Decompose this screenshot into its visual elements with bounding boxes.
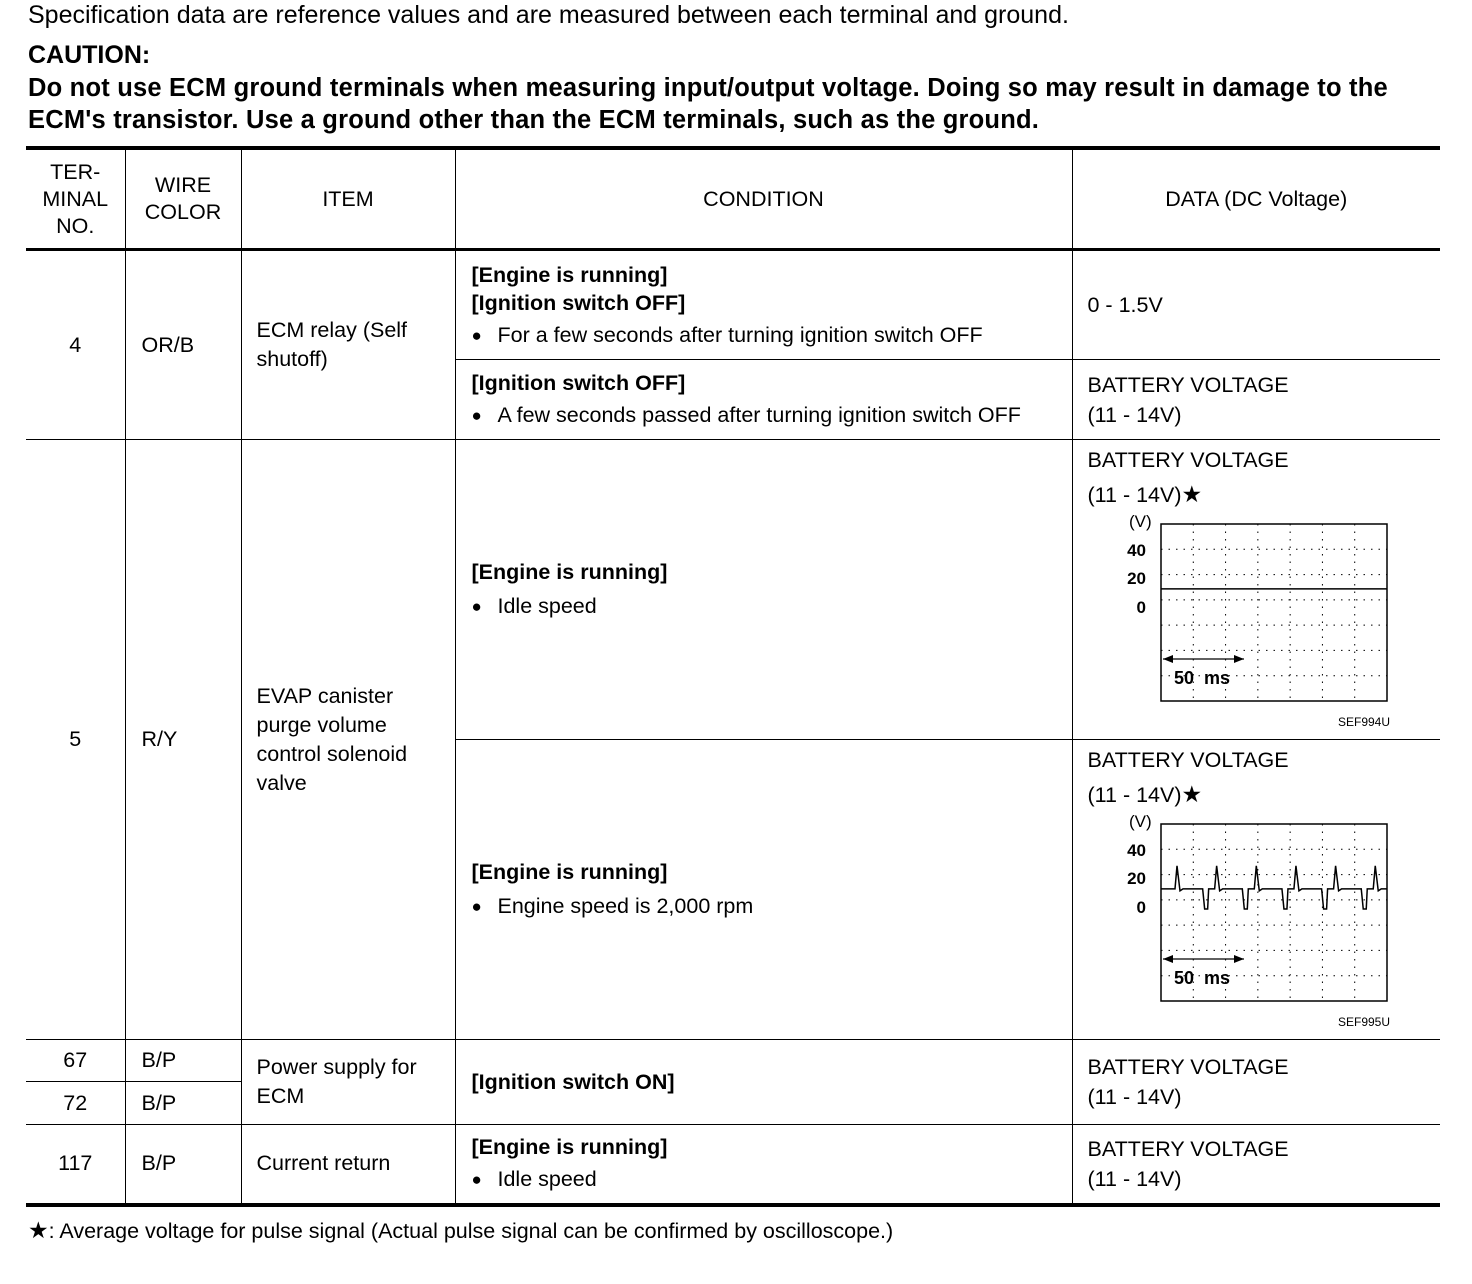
item-text: ECM relay (Self shutoff) xyxy=(241,250,455,440)
data-cell xyxy=(1072,360,1440,440)
bullet-icon: ● xyxy=(471,897,482,916)
condition-bullet-line xyxy=(472,401,1072,430)
data-value-line xyxy=(1088,779,1441,810)
condition-cell xyxy=(455,740,1072,1040)
table-row xyxy=(26,1125,1440,1205)
data-value-line xyxy=(1088,479,1441,510)
condition-cell xyxy=(455,440,1072,740)
data-value: BATTERY VOLTAGE xyxy=(1087,372,1289,397)
data-cell xyxy=(1072,1040,1440,1125)
condition-bullet-text: For a few seconds after turning ignition switch OFF xyxy=(497,322,983,347)
condition-cell xyxy=(455,1040,1072,1125)
scope-timebase-label: 50 ms xyxy=(1173,968,1230,988)
terminal-no: 4 xyxy=(26,250,125,440)
scope-tick-label: 20 xyxy=(1126,869,1146,888)
wire-color: OR/B xyxy=(125,250,241,440)
scope-trace xyxy=(1161,866,1387,909)
header-item: ITEM xyxy=(241,148,455,250)
footnote xyxy=(28,1217,893,1244)
condition-heading: [Engine is running] xyxy=(471,1135,668,1160)
condition-bullet-line xyxy=(472,321,1072,350)
header-terminal-line2: MINAL xyxy=(42,186,109,211)
scope-tick-label: 40 xyxy=(1126,841,1146,860)
data-value: BATTERY VOLTAGE xyxy=(1087,448,1289,472)
footnote-text: : Average voltage for pulse signal (Actual pulse signal can be confirmed by oscilloscope.) xyxy=(48,1219,894,1243)
data-value: 0 - 1.5V xyxy=(1087,293,1163,317)
header-wire-color xyxy=(125,148,241,250)
wire-color: B/P xyxy=(125,1125,241,1205)
data-cell xyxy=(1072,740,1440,1040)
data-value: (11 - 14V) xyxy=(1087,1085,1182,1109)
item-text: Power supply for ECM xyxy=(241,1040,455,1125)
scope-timebase-label: 50 ms xyxy=(1173,668,1230,688)
condition-bullet-text: Engine speed is 2,000 rpm xyxy=(497,894,754,918)
terminal-no: 117 xyxy=(26,1125,125,1205)
item-line: EVAP canister xyxy=(256,683,394,708)
condition-cell xyxy=(455,250,1072,360)
terminal-no: 72 xyxy=(26,1082,125,1125)
bullet-icon: ● xyxy=(471,406,482,425)
item-text: Current return xyxy=(241,1125,455,1205)
data-value: (11 - 14V) xyxy=(1087,402,1182,427)
item-line: valve xyxy=(256,770,307,795)
item-line: purge volume xyxy=(256,712,387,737)
header-condition: CONDITION xyxy=(455,148,1072,250)
data-value: BATTERY VOLTAGE xyxy=(1087,1055,1289,1079)
scope-tick-label: 40 xyxy=(1126,541,1146,560)
condition-heading: [Engine is running] xyxy=(471,860,668,884)
intro-text: Specification data are reference values and are measured between each terminal and ground. xyxy=(28,1,1069,29)
scope-unit-label: (V) xyxy=(1128,812,1152,831)
condition-heading: [Ignition switch OFF] xyxy=(471,290,686,315)
bullet-icon: ● xyxy=(471,1170,482,1190)
terminal-spec-table xyxy=(26,146,1440,1207)
data-value: (11 - 14V) xyxy=(1087,483,1182,507)
wire-color: B/P xyxy=(125,1082,241,1125)
table-row xyxy=(26,250,1440,360)
terminal-no: 67 xyxy=(26,1040,125,1082)
data-value: (11 - 14V) xyxy=(1087,783,1182,807)
condition-bullet-text: Idle speed xyxy=(497,1167,597,1192)
figure-code: SEF995U xyxy=(1337,1015,1390,1028)
table-row xyxy=(26,440,1440,740)
data-cell xyxy=(1072,250,1440,360)
header-terminal-line3: NO. xyxy=(56,213,95,238)
item-line: control solenoid xyxy=(256,741,408,766)
condition-cell xyxy=(455,360,1072,440)
header-terminal-line1: TER- xyxy=(50,159,101,184)
bullet-icon: ● xyxy=(471,597,482,616)
data-cell xyxy=(1072,440,1440,740)
terminal-no: 5 xyxy=(26,440,125,1040)
condition-bullet-line xyxy=(472,592,1072,621)
data-value: BATTERY VOLTAGE xyxy=(1087,748,1289,772)
condition-heading: [Ignition switch OFF] xyxy=(471,371,686,395)
header-terminal xyxy=(26,148,125,250)
scope-unit-label: (V) xyxy=(1128,512,1152,531)
header-data: DATA (DC Voltage) xyxy=(1072,148,1440,250)
condition-bullet-line xyxy=(472,892,1072,921)
data-cell xyxy=(1072,1125,1440,1205)
condition-bullet-text: A few seconds passed after turning ignition switch OFF xyxy=(497,403,1021,427)
caution-body: Do not use ECM ground terminals when measuring input/output voltage. Doing so may result in damage to the ECM's transistor. Use a ground other than the ECM terminals, such as the ground. xyxy=(28,74,1388,134)
header-wire-line1: WIRE xyxy=(154,173,212,197)
condition-cell xyxy=(455,1125,1072,1205)
data-value: BATTERY VOLTAGE xyxy=(1087,1136,1289,1161)
star-icon: ★ xyxy=(28,1217,49,1243)
bullet-icon: ● xyxy=(471,325,482,345)
item-text xyxy=(241,440,455,1040)
star-icon: ★ xyxy=(1181,781,1203,807)
scope-tick-label: 0 xyxy=(1136,898,1146,917)
scope-tick-label: 20 xyxy=(1126,569,1146,588)
table-row xyxy=(26,1040,1440,1082)
table-header-row xyxy=(26,148,1440,250)
condition-heading: [Ignition switch ON] xyxy=(471,1070,675,1094)
header-wire-line2: COLOR xyxy=(144,200,222,224)
scope-tick-label: 0 xyxy=(1136,598,1146,617)
wire-color: R/Y xyxy=(125,440,241,1040)
oscilloscope-waveform-2000rpm xyxy=(1106,810,1436,1028)
data-value: (11 - 14V) xyxy=(1087,1166,1182,1191)
condition-bullet-text: Idle speed xyxy=(497,594,597,618)
figure-code: SEF994U xyxy=(1337,715,1390,728)
oscilloscope-waveform-idle xyxy=(1106,510,1436,728)
star-icon: ★ xyxy=(1181,481,1203,507)
condition-heading: [Engine is running] xyxy=(471,560,668,584)
caution-title: CAUTION: xyxy=(28,41,151,69)
wire-color: B/P xyxy=(125,1040,241,1082)
condition-heading: [Engine is running] xyxy=(471,262,668,287)
condition-bullet-line xyxy=(472,1165,1072,1194)
